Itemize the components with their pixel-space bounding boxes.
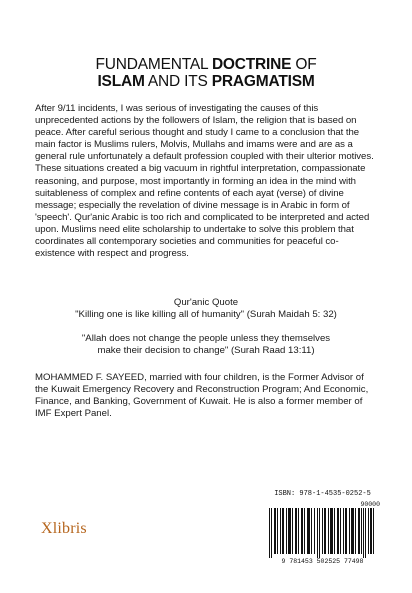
title-bold-text: DOCTRINE — [211, 56, 292, 73]
quranic-quote-2 — [35, 333, 377, 357]
book-title — [0, 56, 412, 90]
price-code: 90000 — [360, 501, 380, 508]
quranic-quote-1 — [35, 297, 377, 321]
quote-heading: Qur'anic Quote — [173, 297, 239, 308]
title-text: OF — [291, 56, 317, 73]
isbn-label: ISBN: 978-1-4535-0252-5 — [274, 490, 371, 498]
title-line-1 — [0, 56, 412, 73]
barcode-icon — [269, 508, 376, 558]
quote-line: "Allah does not change the people unless they themselves — [81, 333, 331, 344]
author-bio: MOHAMMED F. SAYEED, married with four children, is the Former Advisor of the Kuwait Emergency Recovery and Reconstruction Program; And Economic, Finance, and Banking, Government of Kuwait. He is also a former member of IMF Expert Panel. — [35, 372, 369, 420]
quote-text: "Killing one is like killing all of humanity" (Surah Maidah 5: 32) — [75, 309, 337, 321]
publisher-logo: Xlibris — [41, 520, 87, 537]
quote-line: make their decision to change" (Surah Raad 13:11) — [97, 345, 315, 357]
title-line-2 — [0, 73, 412, 90]
title-bold-text: ISLAM — [97, 73, 145, 90]
title-text: AND ITS — [144, 73, 212, 90]
title-text: FUNDAMENTAL — [95, 56, 212, 73]
title-bold-text: PRAGMATISM — [211, 73, 315, 90]
isbn-barcode-block — [265, 490, 380, 575]
barcode-digits: 9 781453 502525 77498 — [281, 558, 364, 565]
blurb-paragraph: After 9/11 incidents, I was serious of investigating the causes of this unprecedented actions by the followers of Islam, the religion that is based on peace. After careful serious thought and study I came to a conclusion that the main factor is Muslims rulers, Molvis, Mullahs and imams were and are as a general rule unfortunately a default profession coupled with their ulterior motives. These situations created a big vacuum in rightful interpretation, compassionate reasoning, and purpose, most importantly in forming an idea in the mind with suitableness of complex and refine contents of each ayat (verse) of divine message; especially the revelation of divine message is in Arabic in form of 'speech'. Qur'anic Arabic is too rich and complicated to be interpreted and acted upon. Muslims need elite scholarship to undertake to solve this problem that coordinates all contemporary societies and communities for peaceful co-existence with respect and progress. — [35, 103, 374, 260]
